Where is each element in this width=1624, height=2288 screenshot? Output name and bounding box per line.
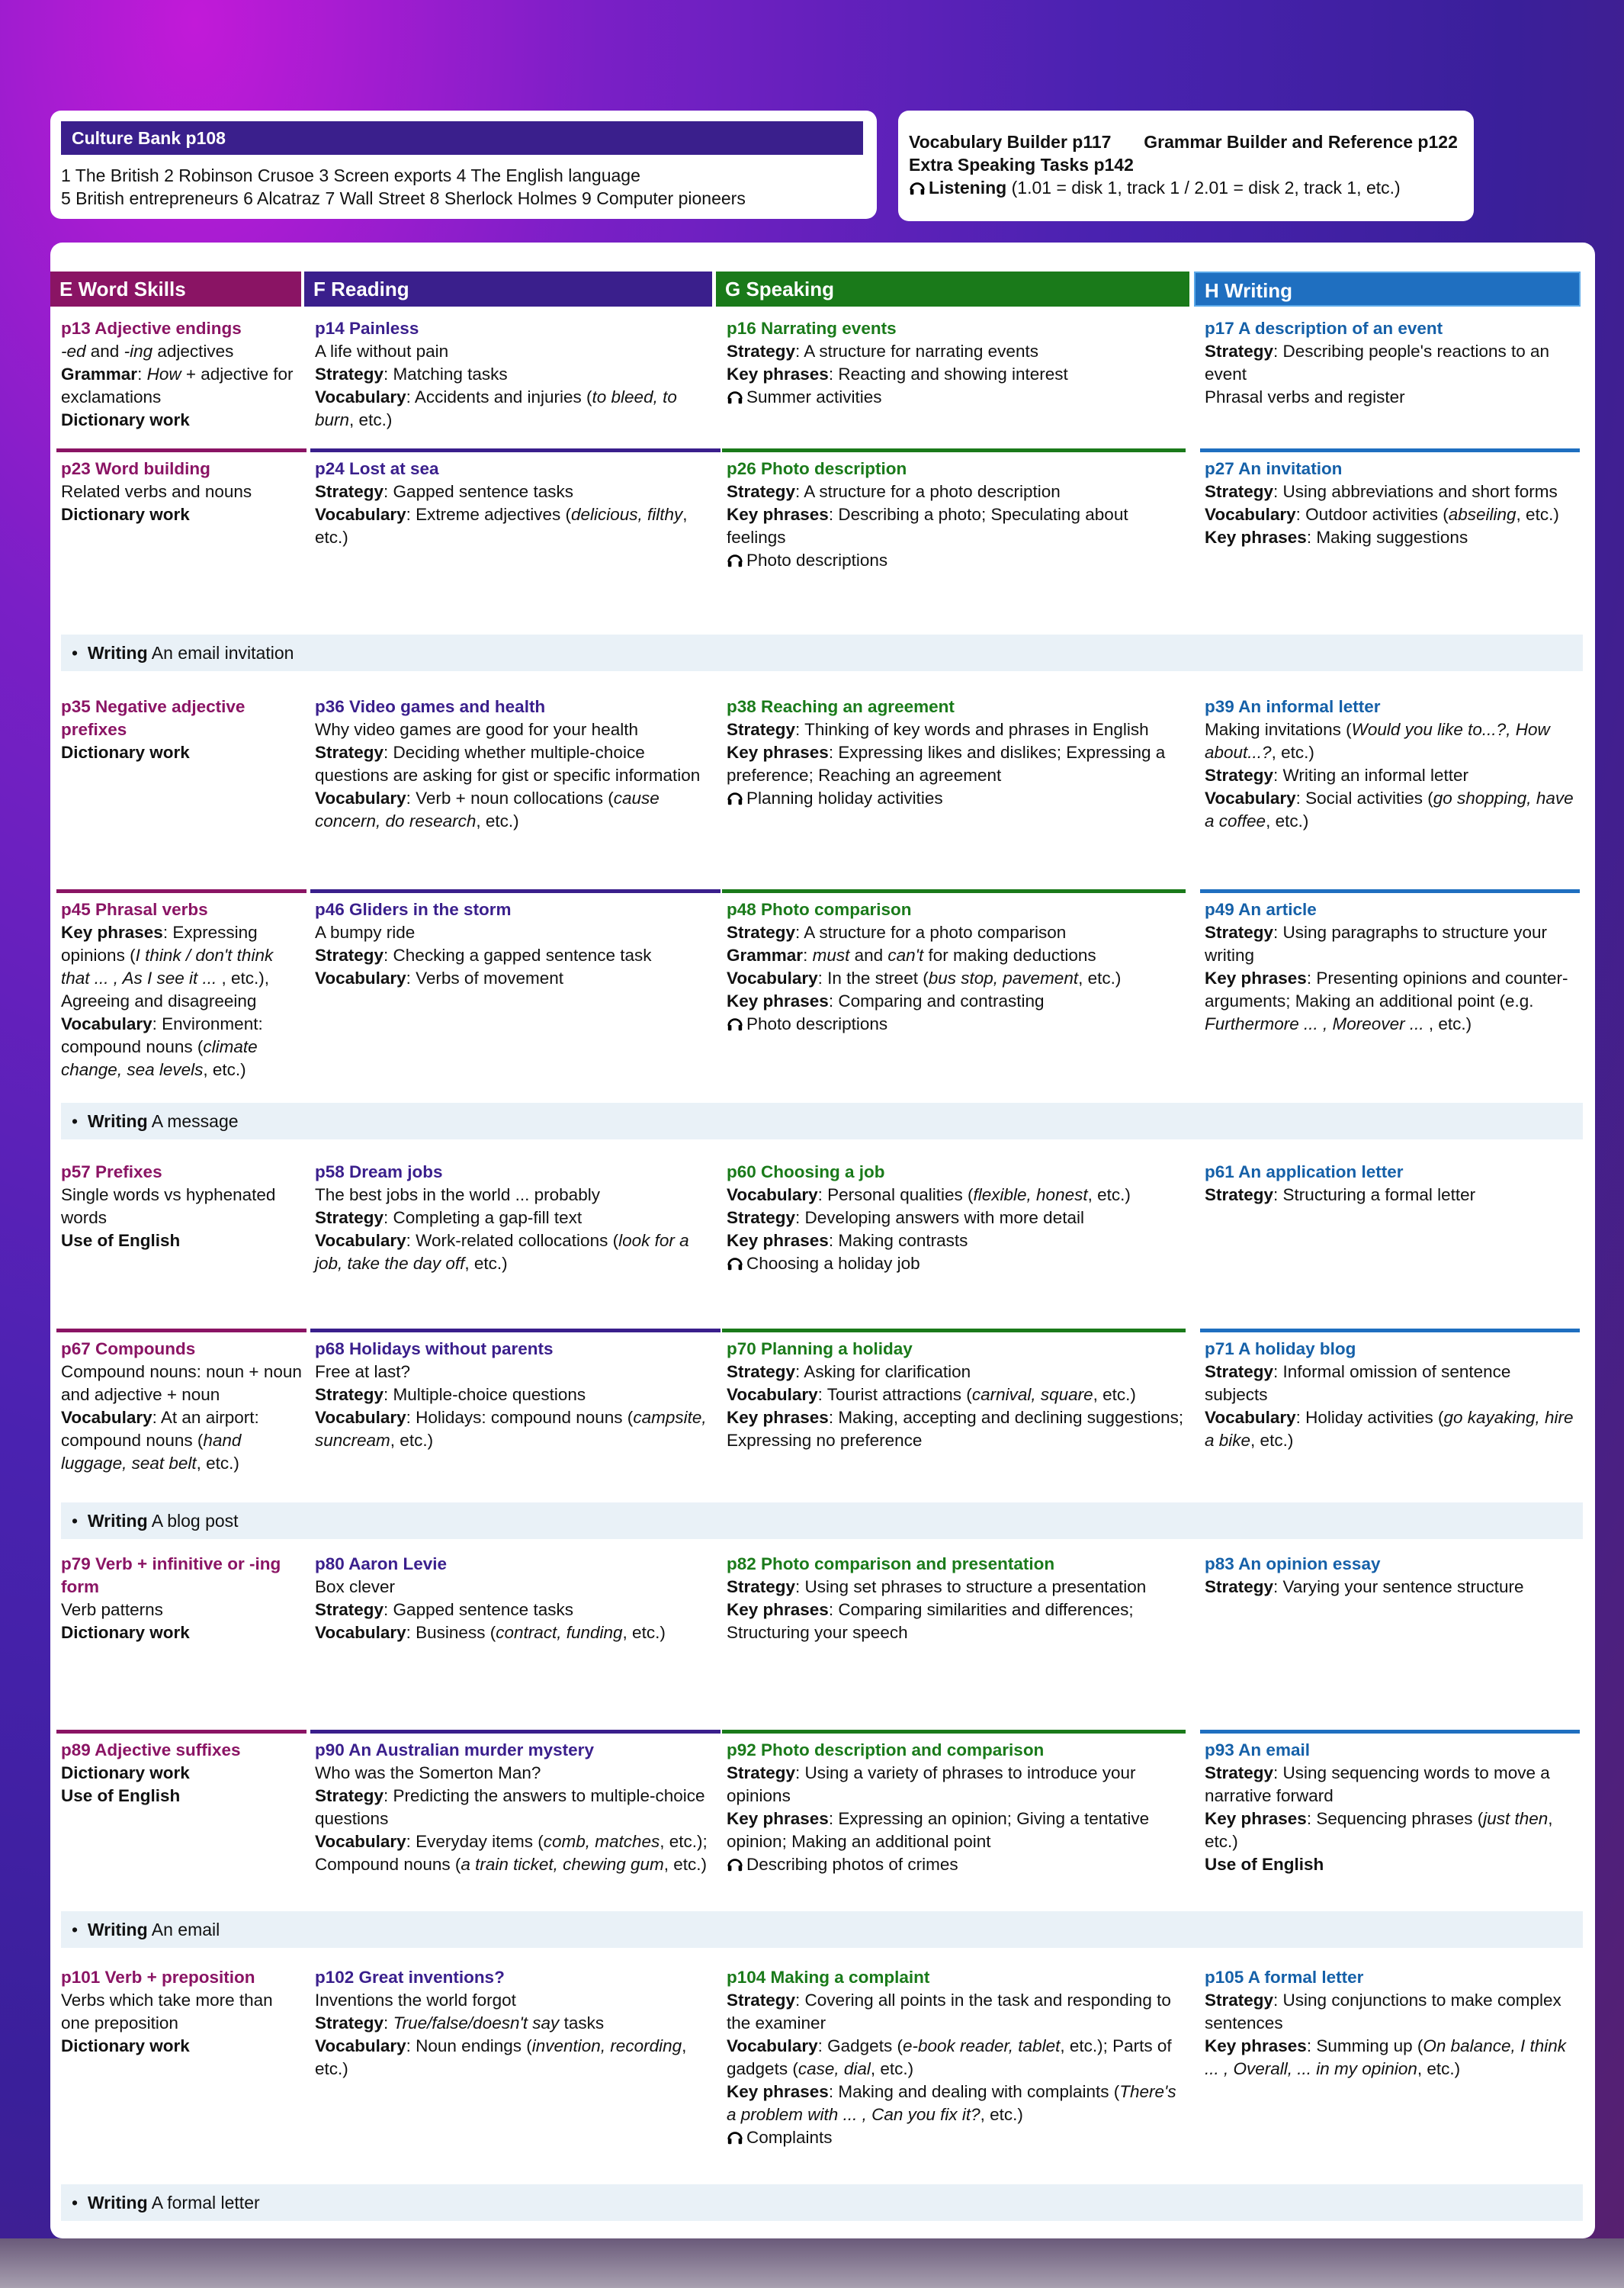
lesson-detail: -ed and -ing adjectives bbox=[61, 342, 234, 361]
lesson-detail: Vocabulary: Holiday activities (go kayaking, hire a bike, etc.) bbox=[1205, 1408, 1574, 1450]
lesson-title: p35 Negative adjective prefixes bbox=[61, 697, 246, 739]
headphones-icon bbox=[727, 389, 743, 406]
row-separator bbox=[310, 1730, 721, 1734]
writing-band: • Writing A blog post bbox=[61, 1502, 1583, 1539]
row-separator bbox=[1200, 1329, 1580, 1332]
lesson-detail: Strategy: A structure for a photo description bbox=[727, 482, 1061, 501]
lesson-detail: Key phrases: Making and dealing with complaints (There's a problem with ... , Can you fix it?, etc.) bbox=[727, 2082, 1176, 2124]
lesson-detail: Strategy: Checking a gapped sentence task bbox=[315, 946, 652, 965]
cell-e bbox=[61, 1962, 305, 2058]
lesson-detail: Vocabulary: Holidays: compound nouns (campsite, suncream, etc.) bbox=[315, 1408, 707, 1450]
row-separator bbox=[310, 1329, 721, 1332]
cell-f bbox=[315, 894, 719, 990]
cell-f bbox=[315, 453, 719, 549]
lesson-detail: Vocabulary: Environment: compound nouns (climate change, sea levels, etc.) bbox=[61, 1014, 263, 1079]
headphones-icon bbox=[727, 1016, 743, 1033]
lesson-detail: Key phrases: Presenting opinions and counter-arguments; Making an additional point (e.g. Furthermore ... , Moreover ... , etc.) bbox=[1205, 969, 1568, 1033]
cell-e bbox=[61, 894, 305, 1081]
lesson-title: p58 Dream jobs bbox=[315, 1162, 443, 1181]
lesson-title: p60 Choosing a job bbox=[727, 1162, 885, 1181]
writing-band-label: Writing bbox=[87, 1511, 148, 1531]
lesson-detail: Strategy: True/false/doesn't say tasks bbox=[315, 2013, 605, 2033]
lesson-title: p57 Prefixes bbox=[61, 1162, 162, 1181]
lesson-detail: Strategy: Informal omission of sentence subjects bbox=[1205, 1362, 1511, 1404]
lesson-detail: Dictionary work bbox=[61, 505, 190, 524]
lesson-detail: Strategy: Predicting the answers to multiple-choice questions bbox=[315, 1786, 705, 1828]
cell-h bbox=[1205, 1962, 1578, 2081]
row-separator bbox=[56, 889, 307, 893]
lesson-title: p70 Planning a holiday bbox=[727, 1339, 913, 1358]
lesson-detail: Key phrases: Comparing similarities and differences; Structuring your speech bbox=[727, 1600, 1134, 1642]
lesson-detail: Key phrases: Expressing likes and dislikes; Expressing a preference; Reaching an agreement bbox=[727, 743, 1166, 785]
lesson-title: p68 Holidays without parents bbox=[315, 1339, 554, 1358]
writing-band: • Writing A formal letter bbox=[61, 2184, 1583, 2221]
lesson-detail: Strategy: Using conjunctions to make complex sentences bbox=[1205, 1991, 1561, 2033]
lesson-detail: Vocabulary: Work-related collocations (look for a job, take the day off, etc.) bbox=[315, 1231, 689, 1273]
lesson-detail: Strategy: Deciding whether multiple-choice questions are asking for gist or specific information bbox=[315, 743, 701, 785]
reference-panel bbox=[898, 111, 1474, 221]
lesson-detail: Compound nouns: noun + noun and adjective + noun bbox=[61, 1362, 302, 1404]
page-shadow bbox=[0, 2238, 1624, 2288]
lesson-detail: Strategy: Varying your sentence structure bbox=[1205, 1577, 1524, 1596]
lesson-title: p48 Photo comparison bbox=[727, 900, 912, 919]
cell-f bbox=[315, 1548, 719, 1644]
lesson-title: p80 Aaron Levie bbox=[315, 1554, 447, 1573]
lesson-title: p27 An invitation bbox=[1205, 459, 1343, 478]
lesson-detail: Strategy: Matching tasks bbox=[315, 365, 508, 384]
lesson-detail: Strategy: Using abbreviations and short forms bbox=[1205, 482, 1558, 501]
writing-band-label: Writing bbox=[87, 1111, 148, 1131]
row-separator bbox=[722, 1730, 1186, 1734]
row-separator bbox=[722, 889, 1186, 893]
lesson-detail: Strategy: Writing an informal letter bbox=[1205, 766, 1468, 785]
writing-band-text: An email bbox=[147, 1920, 220, 1939]
cell-h bbox=[1205, 453, 1578, 549]
lesson-detail: Who was the Somerton Man? bbox=[315, 1763, 541, 1782]
lesson-detail: Complaints bbox=[727, 2126, 1184, 2149]
lesson-detail: Vocabulary: Accidents and injuries (to bleed, to burn, etc.) bbox=[315, 387, 677, 429]
lesson-title: p82 Photo comparison and presentation bbox=[727, 1554, 1055, 1573]
lesson-title: p45 Phrasal verbs bbox=[61, 900, 208, 919]
cell-h bbox=[1205, 1734, 1578, 1876]
lesson-detail: Strategy: Covering all points in the task and responding to the examiner bbox=[727, 1991, 1171, 2033]
lesson-detail: The best jobs in the world ... probably bbox=[315, 1185, 600, 1204]
lesson-title: p24 Lost at sea bbox=[315, 459, 439, 478]
lesson-detail: Strategy: A structure for a photo comparison bbox=[727, 923, 1067, 942]
writing-band-label: Writing bbox=[87, 643, 148, 663]
cell-g bbox=[727, 313, 1184, 409]
lesson-detail: Vocabulary: Noun endings (invention, recording, etc.) bbox=[315, 2036, 687, 2078]
culture-bank-line-1: 1 The British 2 Robinson Crusoe 3 Screen exports 4 The English language bbox=[61, 165, 640, 185]
lesson-detail: Grammar: How + adjective for exclamations bbox=[61, 365, 294, 407]
lesson-detail: Vocabulary: Personal qualities (flexible, honest, etc.) bbox=[727, 1185, 1131, 1204]
lesson-detail: Single words vs hyphenated words bbox=[61, 1185, 276, 1227]
lesson-detail: Strategy: Describing people's reactions to an event bbox=[1205, 342, 1550, 384]
contents-table bbox=[50, 243, 1595, 2238]
cell-g bbox=[727, 894, 1184, 1036]
lesson-detail: Why video games are good for your health bbox=[315, 720, 638, 739]
lesson-detail: Vocabulary: Outdoor activities (abseiling, etc.) bbox=[1205, 505, 1559, 524]
lesson-title: p71 A holiday blog bbox=[1205, 1339, 1356, 1358]
cell-h bbox=[1205, 1548, 1578, 1599]
listening-label: Listening bbox=[929, 178, 1007, 198]
lesson-detail: Key phrases: Making, accepting and declining suggestions; Expressing no preference bbox=[727, 1408, 1184, 1450]
writing-band-label: Writing bbox=[87, 2193, 148, 2212]
lesson-title: p61 An application letter bbox=[1205, 1162, 1404, 1181]
row-separator bbox=[310, 889, 721, 893]
headphones-icon bbox=[727, 1255, 743, 1272]
lesson-title: p101 Verb + preposition bbox=[61, 1968, 255, 1987]
lesson-detail: Key phrases: Comparing and contrasting bbox=[727, 991, 1045, 1011]
lesson-detail: Vocabulary: Verb + noun collocations (cause concern, do research, etc.) bbox=[315, 789, 660, 831]
row-separator bbox=[1200, 448, 1580, 452]
lesson-detail: Dictionary work bbox=[61, 1623, 190, 1642]
lesson-detail: Dictionary work bbox=[61, 743, 190, 762]
lesson-title: p93 An email bbox=[1205, 1740, 1310, 1759]
lesson-title: p49 An article bbox=[1205, 900, 1317, 919]
lesson-title: p67 Compounds bbox=[61, 1339, 196, 1358]
lesson-title: p13 Adjective endings bbox=[61, 319, 242, 338]
lesson-detail: Making invitations (Would you like to...?, How about...?, etc.) bbox=[1205, 720, 1550, 762]
cell-f bbox=[315, 1962, 719, 2081]
cell-g bbox=[727, 453, 1184, 572]
lesson-title: p105 A formal letter bbox=[1205, 1968, 1364, 1987]
lesson-detail: Strategy: Gapped sentence tasks bbox=[315, 1600, 573, 1619]
listening-note: (1.01 = disk 1, track 1 / 2.01 = disk 2, track 1, etc.) bbox=[1011, 178, 1401, 198]
writing-band: • Writing An email invitation bbox=[61, 635, 1583, 671]
lesson-detail: Vocabulary: In the street (bus stop, pavement, etc.) bbox=[727, 969, 1122, 988]
lesson-detail: Vocabulary: Gadgets (e-book reader, tablet, etc.); Parts of gadgets (case, dial, etc.) bbox=[727, 2036, 1172, 2078]
lesson-detail: Key phrases: Making suggestions bbox=[1205, 528, 1468, 547]
cell-h bbox=[1205, 1333, 1578, 1452]
lesson-detail: Describing photos of crimes bbox=[727, 1853, 1184, 1876]
lesson-detail: Strategy: A structure for narrating events bbox=[727, 342, 1038, 361]
row-separator bbox=[56, 448, 307, 452]
lesson-title: p104 Making a complaint bbox=[727, 1968, 930, 1987]
lesson-detail: Grammar: must and can't for making deductions bbox=[727, 946, 1096, 965]
lesson-detail: Planning holiday activities bbox=[727, 787, 1184, 810]
headphones-icon bbox=[727, 790, 743, 807]
cell-g bbox=[727, 1156, 1184, 1275]
writing-band-text: A blog post bbox=[147, 1511, 239, 1531]
lesson-detail: Verb patterns bbox=[61, 1600, 163, 1619]
cell-f bbox=[315, 313, 719, 432]
lesson-title: p26 Photo description bbox=[727, 459, 907, 478]
lesson-detail: Strategy: Asking for clarification bbox=[727, 1362, 971, 1381]
cell-e bbox=[61, 453, 305, 526]
lesson-detail: Photo descriptions bbox=[727, 549, 1184, 572]
lesson-detail: Strategy: Using paragraphs to structure your writing bbox=[1205, 923, 1547, 965]
cell-h bbox=[1205, 894, 1578, 1036]
writing-band-text: A message bbox=[147, 1111, 239, 1131]
lesson-detail: Key phrases: Reacting and showing interest bbox=[727, 365, 1068, 384]
writing-band: • Writing An email bbox=[61, 1911, 1583, 1948]
lesson-title: p23 Word building bbox=[61, 459, 210, 478]
culture-bank-panel bbox=[50, 111, 877, 219]
headphones-icon bbox=[727, 1856, 743, 1873]
cell-f bbox=[315, 1156, 719, 1275]
cell-g bbox=[727, 1734, 1184, 1876]
lesson-detail: Box clever bbox=[315, 1577, 396, 1596]
row-separator bbox=[56, 1730, 307, 1734]
lesson-detail: Strategy: Gapped sentence tasks bbox=[315, 482, 573, 501]
headphones-icon bbox=[909, 180, 926, 197]
lesson-title: p90 An Australian murder mystery bbox=[315, 1740, 594, 1759]
lesson-detail: Key phrases: Describing a photo; Speculating about feelings bbox=[727, 505, 1128, 547]
cell-g bbox=[727, 1962, 1184, 2149]
vocab-builder-ref: Vocabulary Builder p117 bbox=[909, 132, 1112, 152]
lesson-detail: Vocabulary: Business (contract, funding, etc.) bbox=[315, 1623, 666, 1642]
cell-g bbox=[727, 1548, 1184, 1644]
row-separator bbox=[1200, 1730, 1580, 1734]
lesson-detail: Verbs which take more than one preposition bbox=[61, 1991, 273, 2033]
lesson-title: p46 Gliders in the storm bbox=[315, 900, 512, 919]
lesson-detail: Strategy: Using set phrases to structure a presentation bbox=[727, 1577, 1147, 1596]
lesson-title: p83 An opinion essay bbox=[1205, 1554, 1381, 1573]
cell-e bbox=[61, 1548, 305, 1644]
row-separator bbox=[310, 448, 721, 452]
row-separator bbox=[722, 448, 1186, 452]
lesson-title: p79 Verb + infinitive or -ing form bbox=[61, 1554, 281, 1596]
cell-f bbox=[315, 1333, 719, 1452]
column-header-reading: F Reading bbox=[304, 272, 712, 307]
lesson-title: p16 Narrating events bbox=[727, 319, 897, 338]
lesson-detail: Dictionary work bbox=[61, 410, 190, 429]
cell-h bbox=[1205, 313, 1578, 409]
lesson-title: p17 A description of an event bbox=[1205, 319, 1443, 338]
writing-band-label: Writing bbox=[87, 1920, 148, 1939]
lesson-detail: Dictionary work bbox=[61, 1763, 190, 1782]
column-header-word-skills: E Word Skills bbox=[50, 272, 301, 307]
lesson-detail: Vocabulary: Extreme adjectives (delicious, filthy, etc.) bbox=[315, 505, 688, 547]
lesson-detail: Free at last? bbox=[315, 1362, 411, 1381]
lesson-detail: Strategy: Multiple-choice questions bbox=[315, 1385, 586, 1404]
lesson-detail: Inventions the world forgot bbox=[315, 1991, 516, 2010]
lesson-title: p92 Photo description and comparison bbox=[727, 1740, 1045, 1759]
writing-band: • Writing A message bbox=[61, 1103, 1583, 1139]
lesson-detail: Strategy: Using sequencing words to move a narrative forward bbox=[1205, 1763, 1550, 1805]
lesson-detail: Key phrases: Expressing opinions (I think / don't think that ... , As I see it ... , etc.), Agreeing and disagreeing bbox=[61, 923, 274, 1011]
row-separator bbox=[56, 1329, 307, 1332]
culture-bank-line-2: 5 British entrepreneurs 6 Alcatraz 7 Wall Street 8 Sherlock Holmes 9 Computer pioneers bbox=[61, 188, 746, 208]
lesson-title: p14 Painless bbox=[315, 319, 419, 338]
lesson-detail: Key phrases: Sequencing phrases (just then, etc.) bbox=[1205, 1809, 1553, 1851]
lesson-detail: Choosing a holiday job bbox=[727, 1252, 1184, 1275]
lesson-detail: Vocabulary: Everyday items (comb, matches, etc.); Compound nouns (a train ticket, chewing gum, etc.) bbox=[315, 1832, 708, 1874]
headphones-icon bbox=[727, 2129, 743, 2146]
cell-e bbox=[61, 1734, 305, 1808]
lesson-detail: Vocabulary: Social activities (go shopping, have a coffee, etc.) bbox=[1205, 789, 1574, 831]
lesson-detail: Related verbs and nouns bbox=[61, 482, 252, 501]
lesson-detail: Phrasal verbs and register bbox=[1205, 387, 1405, 407]
lesson-detail: Vocabulary: Verbs of movement bbox=[315, 969, 563, 988]
writing-band-text: A formal letter bbox=[147, 2193, 260, 2212]
lesson-detail: Strategy: Thinking of key words and phrases in English bbox=[727, 720, 1149, 739]
lesson-title: p102 Great inventions? bbox=[315, 1968, 505, 1987]
cell-e bbox=[61, 1156, 305, 1252]
lesson-detail: Strategy: Using a variety of phrases to introduce your opinions bbox=[727, 1763, 1136, 1805]
lesson-title: p89 Adjective suffixes bbox=[61, 1740, 241, 1759]
lesson-detail: A life without pain bbox=[315, 342, 449, 361]
cell-f bbox=[315, 691, 719, 833]
cell-e bbox=[61, 313, 305, 432]
cell-g bbox=[727, 1333, 1184, 1452]
lesson-detail: Dictionary work bbox=[61, 2036, 190, 2055]
writing-band-text: An email invitation bbox=[147, 643, 294, 663]
cell-h bbox=[1205, 1156, 1578, 1207]
lesson-detail: Use of English bbox=[1205, 1855, 1324, 1874]
grammar-builder-ref: Grammar Builder and Reference p122 bbox=[1144, 132, 1458, 152]
extra-speaking-ref: Extra Speaking Tasks p142 bbox=[909, 155, 1134, 175]
row-separator bbox=[722, 1329, 1186, 1332]
lesson-detail: Strategy: Structuring a formal letter bbox=[1205, 1185, 1476, 1204]
lesson-detail: Key phrases: Summing up (On balance, I think ... , Overall, ... in my opinion, etc.) bbox=[1205, 2036, 1567, 2078]
column-header-writing: H Writing bbox=[1194, 272, 1581, 307]
lesson-title: p39 An informal letter bbox=[1205, 697, 1381, 716]
culture-bank-title: Culture Bank p108 bbox=[61, 121, 863, 155]
lesson-detail: A bumpy ride bbox=[315, 923, 416, 942]
lesson-detail: Key phrases: Making contrasts bbox=[727, 1231, 968, 1250]
lesson-detail: Strategy: Developing answers with more detail bbox=[727, 1208, 1084, 1227]
lesson-detail: Use of English bbox=[61, 1231, 181, 1250]
cell-e bbox=[61, 691, 305, 764]
lesson-detail: Vocabulary: At an airport: compound nouns (hand luggage, seat belt, etc.) bbox=[61, 1408, 259, 1473]
cell-e bbox=[61, 1333, 305, 1475]
lesson-title: p36 Video games and health bbox=[315, 697, 546, 716]
cell-h bbox=[1205, 691, 1578, 833]
row-separator bbox=[1200, 889, 1580, 893]
lesson-detail: Vocabulary: Tourist attractions (carnival, square, etc.) bbox=[727, 1385, 1136, 1404]
cell-g bbox=[727, 691, 1184, 810]
cell-f bbox=[315, 1734, 719, 1876]
lesson-detail: Key phrases: Expressing an opinion; Giving a tentative opinion; Making an additional point bbox=[727, 1809, 1150, 1851]
column-header-speaking: G Speaking bbox=[716, 272, 1189, 307]
lesson-detail: Strategy: Completing a gap-fill text bbox=[315, 1208, 583, 1227]
lesson-detail: Use of English bbox=[61, 1786, 181, 1805]
lesson-detail: Photo descriptions bbox=[727, 1013, 1184, 1036]
lesson-detail: Summer activities bbox=[727, 386, 1184, 409]
headphones-icon bbox=[727, 552, 743, 569]
lesson-title: p38 Reaching an agreement bbox=[727, 697, 955, 716]
